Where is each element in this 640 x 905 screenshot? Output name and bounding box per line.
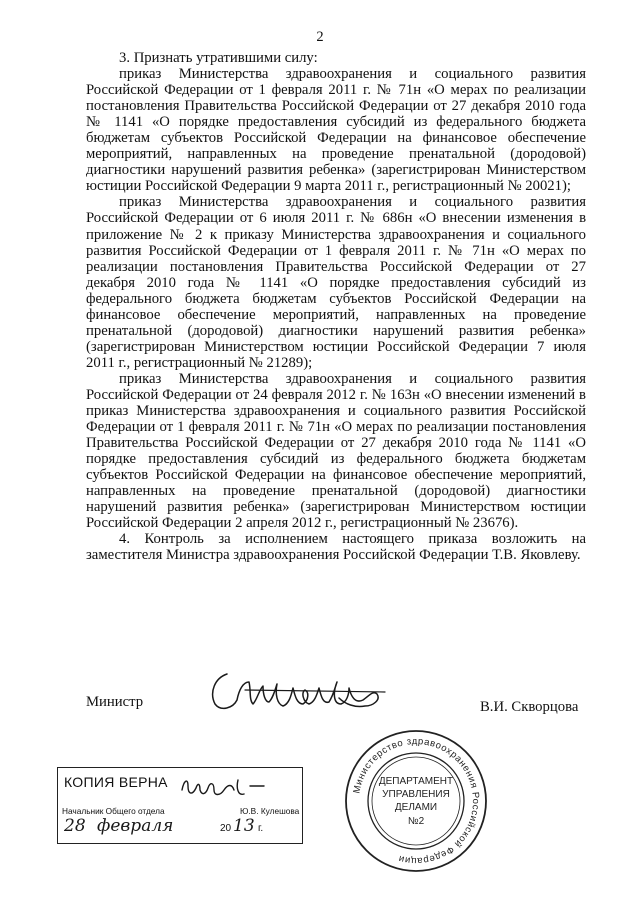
- paragraph-order-686n: приказ Министерства здравоохранения и социального развития Российской Федерации от 6 июля 2011 г. № 686н «О внесении изменения в приложение № 2 к приказу Министерства здравоохранения и социального развития Российской Федерации от 1 февраля 2011 г. № 71н «О мерах по реализации постановления Правительства Российской Федерации от 27 декабря 2010 года № 1141 «О порядке предоставления субсидий из федерального бюджета бюджетам субъектов Российской Федерации на финансовое обеспечение мероприятий, направленных на проведение пренатальной (дородовой) диагностики нарушений развития ребенка» (зарегистрирован Министерством юстиции Российской Федерации 7 июля 2011 г., регистрационный № 21289);: [86, 194, 586, 371]
- signatory-name: В.И. Скворцова: [480, 699, 579, 715]
- department-round-seal: [343, 728, 489, 874]
- copy-stamp-name: Ю.В. Кулешова: [240, 806, 300, 816]
- document-body: [86, 50, 586, 564]
- svg-text:Министерство здравоохранения Р: [351, 736, 481, 866]
- copy-stamp-year-handwritten: 13: [233, 816, 255, 836]
- seal-center-line-1: ДЕПАРТАМЕНТ: [378, 776, 454, 787]
- copy-stamp-initials-signature: [176, 770, 266, 802]
- signatory-title: Министр: [86, 694, 144, 710]
- copy-stamp-position: Начальник Общего отдела: [62, 806, 165, 816]
- paragraph-clause-3: 3. Признать утратившими силу:: [119, 50, 318, 66]
- copy-stamp-title: КОПИЯ ВЕРНА: [64, 774, 168, 790]
- paragraph-order-163n: приказ Министерства здравоохранения и социального развития Российской Федерации от 24 февраля 2012 г. № 163н «О внесении изменений в приказ Министерства здравоохранения и социального развития Российской Федерации от 1 февраля 2011 г. № 71н «О мерах по реализации постановления Правительства Российской Федерации от 27 декабря 2010 года № 1141 «О порядке предоставления субсидий из федерального бюджета бюджетам субъектов Российской Федерации на финансовое обеспечение мероприятий, направленных на проведение пренатальной (дородовой) диагностики нарушений развития ребенка» (зарегистрирован Министерством юстиции Российской Федерации 2 апреля 2012 г., регистрационный № 23676).: [86, 370, 586, 532]
- copy-stamp-date-day: 28: [64, 816, 86, 836]
- seal-center-line-3: ДЕЛАМИ: [394, 802, 438, 813]
- seal-ring-text: Министерство здравоохранения Российской Федерации: [351, 735, 482, 867]
- seal-center-line-4: №2: [407, 816, 425, 827]
- paragraph-clause-4: 4. Контроль за исполнением настоящего приказа возложить на заместителя Министра здравоохранения Российской Федерации Т.В. Яковлеву.: [86, 531, 586, 564]
- copy-certification-stamp: [57, 767, 303, 844]
- seal-center-line-2: УПРАВЛЕНИЯ: [382, 789, 450, 800]
- copy-stamp-year-prefix: 20: [220, 823, 232, 834]
- copy-stamp-year-suffix: г.: [258, 823, 264, 834]
- minister-signature: [205, 660, 395, 720]
- copy-stamp-date-month: февраля: [97, 816, 174, 836]
- paragraph-order-71n: приказ Министерства здравоохранения и социального развития Российской Федерации от 1 февраля 2011 г. № 71н «О мерах по реализации постановления Правительства Российской Федерации от 27 декабря 2010 года № 1141 «О порядке предоставления субсидий из федерального бюджета бюджетам субъектов Российской Федерации на финансовое обеспечение мероприятий, направленных на проведение пренатальной (дородовой) диагностики нарушений развития ребенка» (зарегистрирован Министерством юстиции Российской Федерации 9 марта 2011 г., регистрационный № 20021);: [86, 66, 586, 195]
- copy-stamp-handwritten-date: [64, 816, 173, 836]
- page-number: 2: [316, 29, 324, 45]
